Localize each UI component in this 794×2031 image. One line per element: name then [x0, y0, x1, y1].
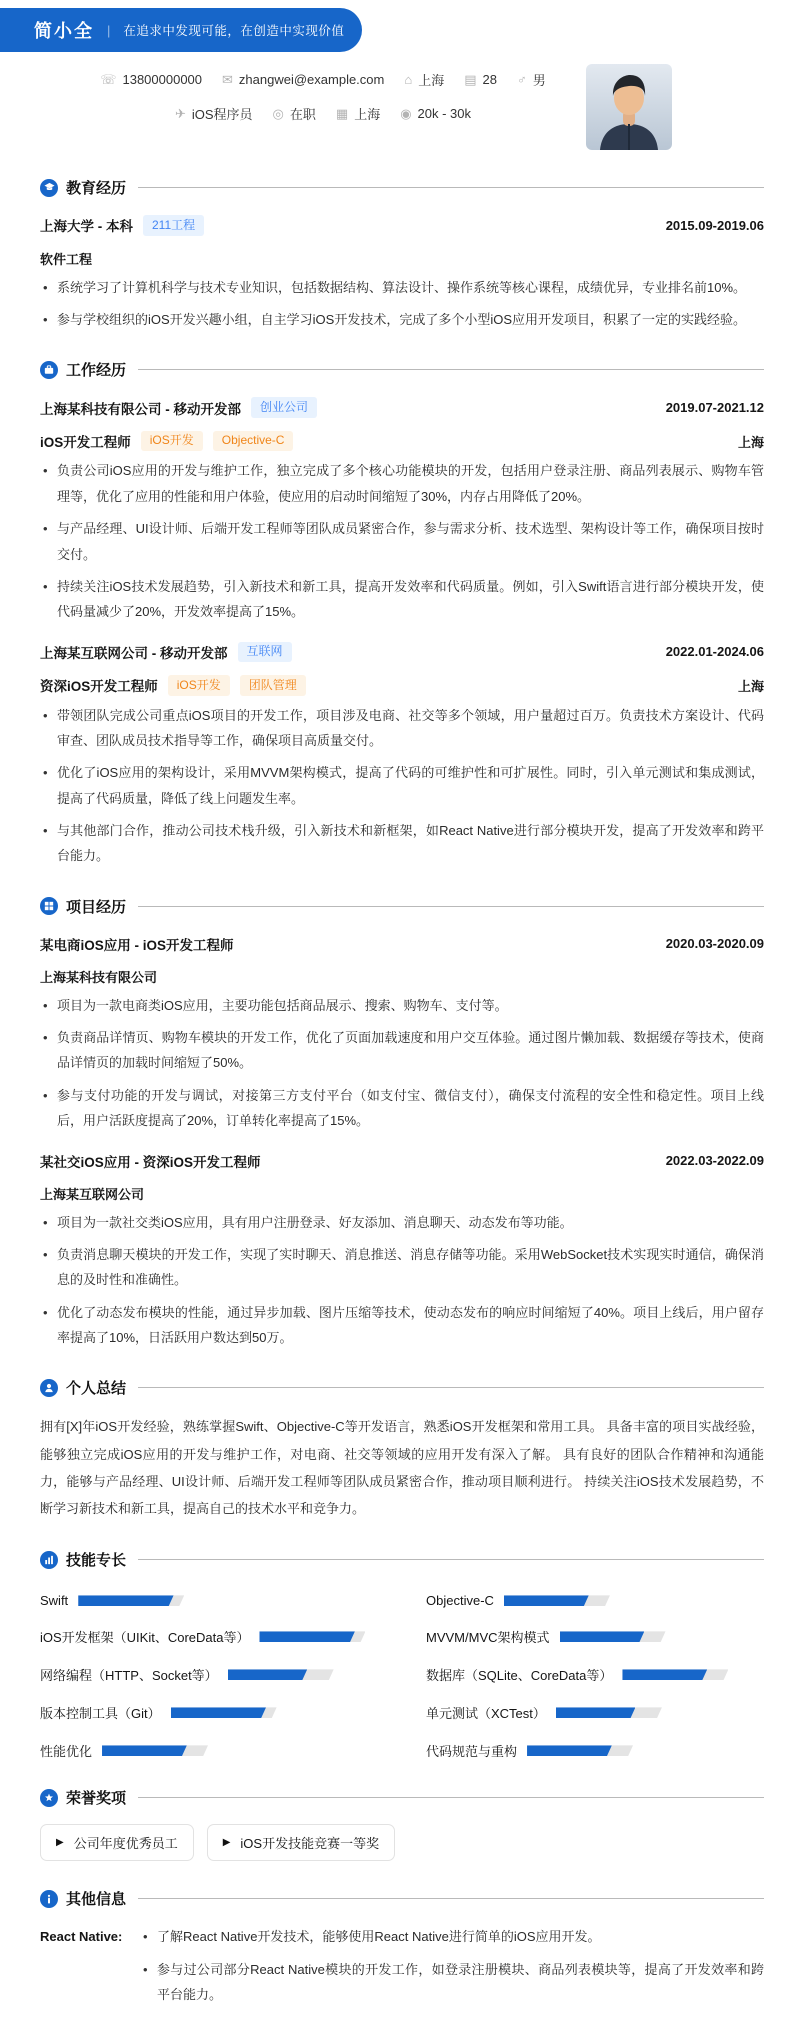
- skill-row: [426, 1703, 764, 1722]
- skill-bar: [228, 1669, 334, 1680]
- job-city-item: [336, 104, 380, 123]
- skill-bar: [171, 1707, 277, 1718]
- work-header: [40, 359, 764, 380]
- role-tag: 团队管理: [240, 675, 306, 696]
- contact-row-job: [60, 104, 586, 123]
- briefcase-icon: [40, 361, 58, 379]
- skill-label: Swift: [40, 1593, 69, 1609]
- bullet: • 优化了动态发布模块的性能，通过异步加载、图片压缩等技术，使动态发布的响应时间缩短了40%。项目上线后，用户留存率提高了10%，日活跃用户数达到50万。: [40, 1300, 764, 1351]
- brand-name: 简小全: [34, 21, 94, 41]
- phone-icon: ☏: [100, 72, 117, 87]
- job-status-item: [273, 104, 316, 123]
- skill-bar: [78, 1595, 184, 1606]
- bullet: • 负责消息聊天模块的开发工作，实现了实时聊天、消息推送、消息存储等功能。采用WebSocket技术实现实时通信，确保消息的及时性和准确性。: [40, 1242, 764, 1293]
- skill-bar: [556, 1707, 662, 1718]
- section-skills: [40, 1549, 764, 1760]
- project-bullets: [40, 993, 764, 1134]
- location-item: [404, 70, 444, 89]
- medal-icon: [40, 1789, 58, 1807]
- section-honors: [40, 1787, 764, 1861]
- other-bullets: [140, 1924, 764, 2007]
- skill-bar: [527, 1745, 633, 1756]
- salary-value: 20k - 30k: [417, 106, 472, 121]
- job-status-value: 在职: [289, 107, 316, 122]
- skill-row: [426, 1741, 764, 1760]
- skill-bar: [259, 1631, 365, 1642]
- skill-label: Objective-C: [426, 1593, 494, 1609]
- skill-label: 数据库（SQLite、CoreData等）: [426, 1668, 613, 1684]
- location-value: 上海: [418, 73, 445, 88]
- work-entry: [40, 397, 764, 624]
- profile-photo: [586, 64, 672, 150]
- role-tag: iOS开发: [141, 431, 203, 452]
- section-projects: [40, 896, 764, 1350]
- job-intention-value: iOS程序员: [191, 107, 253, 122]
- bullet: • 参与学校组织的iOS开发兴趣小组，自主学习iOS开发技术，完成了多个小型iOS应用开发项目，积累了一定的实践经验。: [40, 307, 764, 332]
- section-work: [40, 359, 764, 869]
- project-company: 上海某科技有限公司: [40, 969, 158, 985]
- company-tag: 互联网: [238, 642, 292, 663]
- role-tag: Objective-C: [213, 431, 294, 452]
- bullet: • 负责商品详情页、购物车模块的开发工作，优化了页面加载速度和用户交互体验。通过图片懒加载、数据缓存等技术，使商品详情页的加载时间缩短了50%。: [40, 1025, 764, 1076]
- skill-label: 版本控制工具（Git）: [40, 1706, 161, 1722]
- section-rule: [138, 1387, 764, 1388]
- major: 软件工程: [40, 251, 93, 267]
- city-icon: ▦: [335, 106, 349, 121]
- section-rule: [138, 1797, 764, 1798]
- bullet: • 项目为一款社交类iOS应用，具有用户注册登录、好友添加、消息聊天、动态发布等功能。: [40, 1210, 764, 1235]
- brand-banner: [0, 8, 362, 52]
- skill-label: 性能优化: [40, 1744, 93, 1760]
- brand-tagline: 在追求中发现可能，在创造中实现价值: [123, 24, 345, 38]
- age-icon: ▤: [464, 72, 477, 87]
- projects-header: [40, 896, 764, 917]
- project-company: 上海某互联网公司: [40, 1186, 145, 1202]
- phone-item: [100, 72, 202, 87]
- grid-icon: [40, 897, 58, 915]
- skill-fill: [102, 1745, 187, 1756]
- section-education: [40, 177, 764, 332]
- section-title: 个人总结: [66, 1380, 127, 1398]
- age-value: 28: [482, 72, 497, 87]
- skill-row: [40, 1741, 378, 1760]
- project-entry: [40, 934, 764, 1134]
- honor-label: iOS开发技能竞赛一等奖: [240, 1836, 380, 1852]
- project-date: 2022.03-2022.09: [665, 1153, 764, 1168]
- work-location: 上海: [737, 678, 764, 694]
- bar-chart-icon: [40, 1551, 58, 1569]
- skill-fill: [228, 1669, 308, 1680]
- skill-row: [40, 1703, 378, 1722]
- email-item: [222, 72, 384, 87]
- skill-bar: [504, 1595, 610, 1606]
- skill-row: [40, 1627, 378, 1646]
- section-title: 项目经历: [66, 898, 127, 916]
- bullet: • 与产品经理、UI设计师、后端开发工程师等团队成员紧密合作，参与需求分析、技术选型、架构设计等工作，确保项目按时交付。: [40, 516, 764, 567]
- info-icon: [40, 1890, 58, 1908]
- section-title: 工作经历: [66, 362, 127, 380]
- bullet: • 项目为一款电商类iOS应用，主要功能包括商品展示、搜索、购物车、支付等。: [40, 993, 764, 1018]
- gender-value: 男: [532, 73, 546, 88]
- project-date: 2020.03-2020.09: [665, 936, 764, 952]
- section-title: 其他信息: [66, 1891, 127, 1909]
- status-icon: ◎: [272, 106, 284, 121]
- skill-fill: [171, 1707, 266, 1718]
- skill-fill: [622, 1669, 707, 1680]
- skill-label: MVVM/MVC架构模式: [426, 1630, 550, 1646]
- skill-label: 单元测试（XCTest）: [426, 1706, 546, 1722]
- graduation-cap-icon: [40, 179, 58, 197]
- project-bullets: [40, 1210, 764, 1351]
- section-title: 技能专长: [66, 1552, 127, 1570]
- age-item: [464, 72, 497, 87]
- skill-fill: [504, 1595, 589, 1606]
- resume-body: [0, 177, 794, 2031]
- triangle-icon: ▶: [222, 1836, 231, 1848]
- company-tag: 创业公司: [251, 397, 317, 418]
- work-bullets: [40, 703, 764, 869]
- section-summary: [40, 1377, 764, 1522]
- email-value: zhangwei@example.com: [238, 72, 385, 87]
- section-rule: [138, 1898, 764, 1899]
- resume-header: [0, 52, 794, 150]
- bullet: • 带领团队完成公司重点iOS项目的开发工作，项目涉及电商、社交等多个领域，用户量超过百万。负责技术方案设计、代码审查、团队成员技术指导等工作，确保项目高质量交付。: [40, 703, 764, 754]
- role-tag: iOS开发: [168, 675, 230, 696]
- role-title: 资深iOS开发工程师: [40, 679, 158, 695]
- honor-label: 公司年度优秀员工: [73, 1836, 178, 1852]
- skill-fill: [560, 1631, 645, 1642]
- bullet: • 参与过公司部分React Native模块的开发工作，如登录注册模块、商品列表模块等，提高了开发效率和跨平台能力。: [140, 1957, 764, 2008]
- school-tag: 211工程: [143, 215, 204, 236]
- summary-header: [40, 1377, 764, 1398]
- role-title: iOS开发工程师: [40, 435, 131, 451]
- section-title: 荣誉奖项: [66, 1790, 127, 1808]
- mail-icon: ✉: [222, 72, 233, 87]
- education-date: 2015.09-2019.06: [665, 217, 764, 233]
- skill-fill: [556, 1707, 636, 1718]
- skill-bar: [102, 1745, 208, 1756]
- section-rule: [138, 1559, 764, 1560]
- triangle-icon: ▶: [56, 1836, 64, 1848]
- contact-row-basic: [60, 70, 586, 89]
- work-date: 2019.07-2021.12: [665, 400, 764, 416]
- work-entry: [40, 642, 764, 869]
- skill-label: iOS开发框架（UIKit、CoreData等）: [40, 1630, 250, 1646]
- work-location: 上海: [737, 434, 764, 450]
- skill-label: 代码规范与重构: [426, 1744, 518, 1760]
- gender-icon: ♂: [517, 72, 527, 87]
- skill-row: [426, 1665, 764, 1684]
- skill-fill: [78, 1595, 173, 1606]
- skills-grid: [40, 1574, 764, 1760]
- section-rule: [138, 187, 764, 188]
- job-city-value: 上海: [354, 107, 381, 122]
- education-header: [40, 177, 764, 198]
- company-name: 上海某科技有限公司 - 移动开发部: [40, 401, 241, 417]
- bullet: • 了解React Native开发技术，能够使用React Native进行简单的iOS应用开发。: [140, 1924, 764, 1949]
- school-name: 上海大学 - 本科: [40, 219, 133, 235]
- bullet: • 参与支付功能的开发与调试，对接第三方支付平台（如支付宝、微信支付），确保支付流程的安全性和稳定性。项目上线后，用户活跃度提高了20%，订单转化率提高了15%。: [40, 1083, 764, 1134]
- job-intention-item: [175, 104, 253, 123]
- skill-bar: [622, 1669, 728, 1680]
- salary-icon: ◉: [400, 106, 412, 121]
- skill-fill: [527, 1745, 612, 1756]
- project-name: 某社交iOS应用 - 资深iOS开发工程师: [40, 1154, 261, 1170]
- skill-fill: [259, 1631, 354, 1642]
- summary-text: 拥有[X]年iOS开发经验，熟练掌握Swift、Objective-C等开发语言，熟悉iOS开发框架和常用工具。 具备丰富的项目实战经验，能够独立完成iOS应用的开发与维护工作，对电商、社交等领域的应用开发有深入了解。 具有良好的团队合作精神和沟通能力，能够与产品经理、UI设计师、后端开发工程师等团队成员紧密合作，推动项目顺利进行。 持续关注iOS技术发展趋势，不断学习新技术和新工具，提高自己的技术水平和竞争力。: [40, 1419, 764, 1517]
- bullet: • 与其他部门合作，推动公司技术栈升级，引入新技术和新框架，如React Native进行部分模块开发，提高了开发效率和跨平台能力。: [40, 818, 764, 869]
- salary-item: [400, 106, 471, 121]
- other-label: React Native:: [40, 1929, 123, 1945]
- project-name: 某电商iOS应用 - iOS开发工程师: [40, 937, 234, 953]
- section-other: [40, 1888, 764, 2007]
- project-entry: [40, 1151, 764, 1351]
- skills-header: [40, 1549, 764, 1570]
- other-header: [40, 1888, 764, 1909]
- person-icon: [40, 1379, 58, 1397]
- work-date: 2022.01-2024.06: [665, 644, 764, 660]
- brand-divider: |: [107, 22, 111, 38]
- bullet: • 优化了iOS应用的架构设计，采用MVVM架构模式，提高了代码的可维护性和可扩展性。同时，引入单元测试和集成测试，提高了代码质量，降低了线上问题发生率。: [40, 760, 764, 811]
- skill-row: [40, 1665, 378, 1684]
- bullet: • 持续关注iOS技术发展趋势，引入新技术和新工具，提高开发效率和代码质量。例如，引入Swift语言进行部分模块开发，使代码量减少了20%，开发效率提高了15%。: [40, 574, 764, 625]
- home-icon: ⌂: [404, 72, 413, 87]
- honors-header: [40, 1787, 764, 1808]
- section-title: 教育经历: [66, 180, 127, 197]
- skill-row: [426, 1627, 764, 1646]
- contact-block: [60, 64, 586, 138]
- skill-row: [40, 1593, 378, 1608]
- skill-row: [426, 1593, 764, 1608]
- section-rule: [138, 369, 764, 370]
- bullet: • 负责公司iOS应用的开发与维护工作，独立完成了多个核心功能模块的开发，包括用户登录注册、商品列表展示、购物车管理等，优化了应用的性能和用户体验，使应用的启动时间缩短了30%，内存占用降低了20%。: [40, 458, 764, 509]
- job-intention-icon: ✈: [174, 106, 186, 121]
- skill-label: 网络编程（HTTP、Socket等）: [40, 1668, 218, 1684]
- company-name: 上海某互联网公司 - 移动开发部: [40, 645, 228, 661]
- other-row: [40, 1924, 764, 2007]
- phone-value: 13800000000: [122, 72, 203, 87]
- education-bullets: [40, 275, 764, 333]
- work-bullets: [40, 458, 764, 624]
- section-rule: [138, 906, 764, 907]
- education-entry: [40, 215, 764, 332]
- bullet: • 系统学习了计算机科学与技术专业知识，包括数据结构、算法设计、操作系统等核心课程，成绩优异，专业排名前10%。: [40, 275, 764, 300]
- skill-bar: [560, 1631, 666, 1642]
- gender-item: [517, 70, 546, 89]
